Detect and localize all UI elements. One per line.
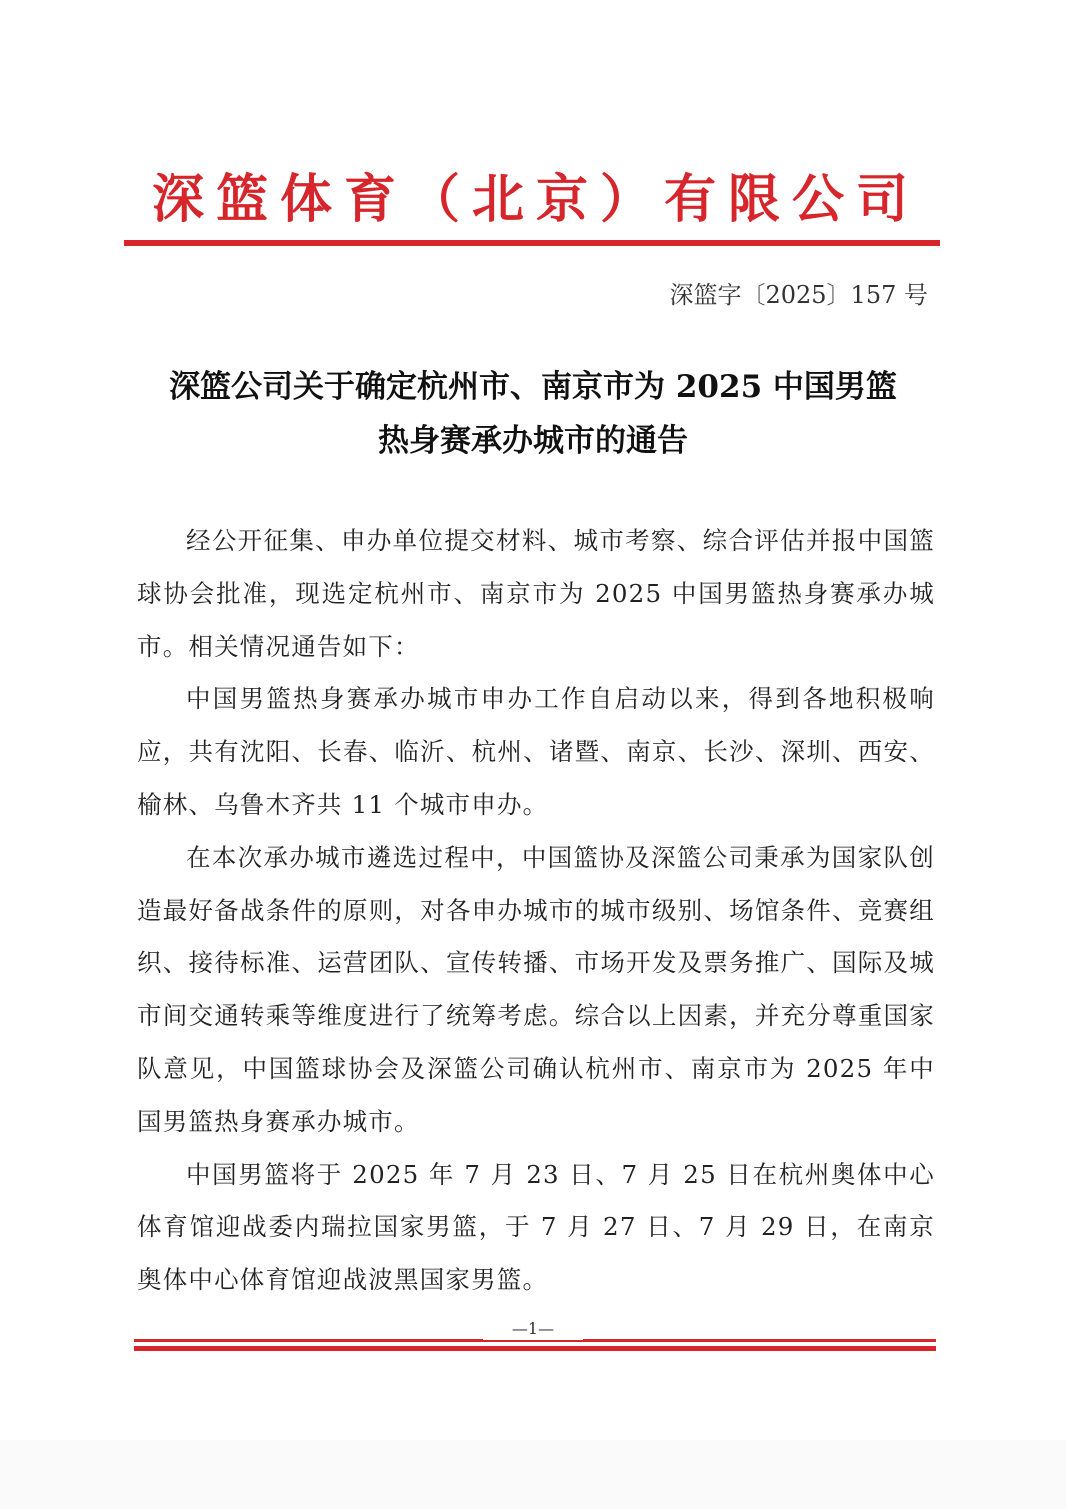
letterhead-char: 限 [727, 170, 780, 230]
body-paragraph: 中国男篮热身赛承办城市申办工作自启动以来，得到各地积极响应，共有沈阳、长春、临沂、杭州、诸暨、南京、长沙、深圳、西安、榆林、乌鲁木齐共 11 个城市申办。 [137, 684, 935, 819]
letterhead-char: ） [599, 170, 652, 230]
notice-body [137, 515, 935, 1307]
organization-letterhead [120, 165, 940, 235]
body-paragraph: 经公开征集、申办单位提交材料、城市考察、综合评估并报中国篮球协会批准，现选定杭州市、南京市为 2025 中国男篮热身赛承办城市。相关情况通告如下： [137, 526, 935, 661]
letterhead-char: 北 [471, 170, 524, 230]
notice-title-line-2: 热身赛承办城市的通告 [378, 423, 688, 459]
notice-title-line-1: 深篮公司关于确定杭州市、南京市为 2025 中国男篮 [169, 369, 897, 405]
letterhead-divider [124, 240, 940, 246]
letterhead-char: 深 [151, 170, 204, 230]
body-paragraph: 中国男篮将于 2025 年 7 月 23 日、7 月 25 日在杭州奥体中心体育馆迎战委内瑞拉国家男篮，于 7 月 27 日、7 月 29 日，在南京奥体中心体育馆迎战波黑国家男篮。 [137, 1159, 935, 1295]
letterhead-char: 京 [535, 170, 588, 230]
page-number: —1— [483, 1318, 583, 1340]
letterhead-char: 体 [279, 170, 332, 230]
page-bottom-margin [0, 1440, 1066, 1509]
letterhead-char: 公 [791, 170, 844, 230]
document-number: 深篮字〔2025〕157 号 [669, 281, 928, 309]
letterhead-char: 育 [343, 170, 396, 230]
notice-title [100, 360, 966, 480]
letterhead-char: 篮 [215, 170, 268, 230]
footer-divider-thick [134, 1346, 936, 1351]
body-paragraph: 在本次承办城市遴选过程中，中国篮协及深篮公司秉承为国家队创造最好备战条件的原则，对各申办城市的城市级别、场馆条件、竞赛组织、接待标准、运营团队、宣传转播、市场开发及票务推广、国际及城市间交通转乘等维度进行了统筹考虑。综合以上因素，并充分尊重国家队意见，中国篮球协会及深篮公司确认杭州市、南京市为 2025 年中国男篮热身赛承办城市。 [137, 842, 935, 1136]
letterhead-char: 有 [663, 170, 716, 230]
letterhead-char: （ [407, 170, 460, 230]
letterhead-char: 司 [855, 170, 908, 230]
